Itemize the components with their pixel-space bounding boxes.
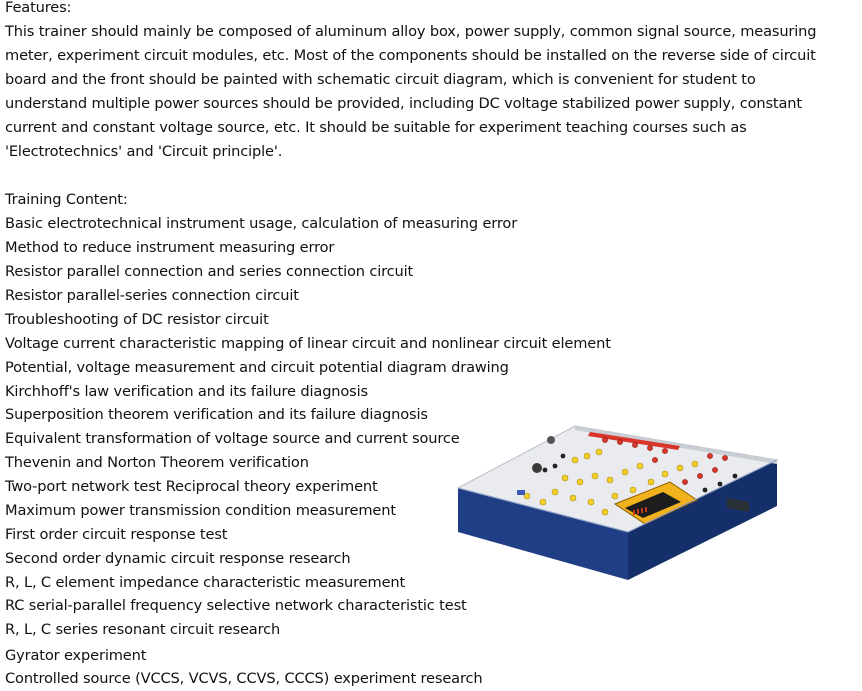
training-item: Resistor parallel connection and series connection circuit — [5, 263, 414, 280]
training-item: Second order dynamic circuit response research — [5, 550, 351, 567]
training-item: RC serial-parallel frequency selective network characteristic test — [5, 597, 467, 614]
training-item: First order circuit response test — [5, 526, 228, 543]
features-line: current and constant voltage source, etc. It should be suitable for experiment teaching courses such as — [5, 119, 747, 136]
training-item: Two-port network test Reciprocal theory experiment — [5, 478, 378, 495]
training-item: Equivalent transformation of voltage source and current source — [5, 430, 460, 447]
training-item: Potential, voltage measurement and circuit potential diagram drawing — [5, 359, 509, 376]
training-item: Thevenin and Norton Theorem verification — [5, 454, 309, 471]
training-item: Kirchhoff's law verification and its failure diagnosis — [5, 383, 368, 400]
training-item: Superposition theorem verification and its failure diagnosis — [5, 406, 428, 423]
features-line: This trainer should mainly be composed of aluminum alloy box, power supply, common signal source, measuring — [5, 23, 817, 40]
training-item: Method to reduce instrument measuring error — [5, 239, 335, 256]
training-item: R, L, C element impedance characteristic measurement — [5, 574, 406, 591]
features-line: meter, experiment circuit modules, etc. Most of the components should be installed on the reverse side of circuit — [5, 47, 816, 64]
training-item: Gyrator experiment — [5, 647, 147, 664]
features-line: 'Electrotechnics' and 'Circuit principle'. — [5, 143, 283, 160]
panel-label — [517, 490, 525, 495]
knob-icon — [547, 436, 555, 444]
training-heading: Training Content: — [5, 191, 128, 208]
training-item: Controlled source (VCCS, VCVS, CCVS, CCCS) experiment research — [5, 670, 483, 687]
training-item: R, L, C series resonant circuit research — [5, 621, 281, 638]
knob-icon — [532, 463, 542, 473]
training-item: Voltage current characteristic mapping of linear circuit and nonlinear circuit element — [5, 335, 611, 352]
features-line: board and the front should be painted with schematic circuit diagram, which is convenient for student to — [5, 71, 756, 88]
training-item: Maximum power transmission condition measurement — [5, 502, 396, 519]
training-item: Troubleshooting of DC resistor circuit — [5, 311, 269, 328]
training-item: Resistor parallel-series connection circuit — [5, 287, 299, 304]
features-line: understand multiple power sources should be provided, including DC voltage stabilized power supply, constant — [5, 95, 802, 112]
training-item: Basic electrotechnical instrument usage, calculation of measuring error — [5, 215, 518, 232]
trainer-product-photo — [455, 420, 781, 585]
features-heading: Features: — [5, 0, 72, 16]
